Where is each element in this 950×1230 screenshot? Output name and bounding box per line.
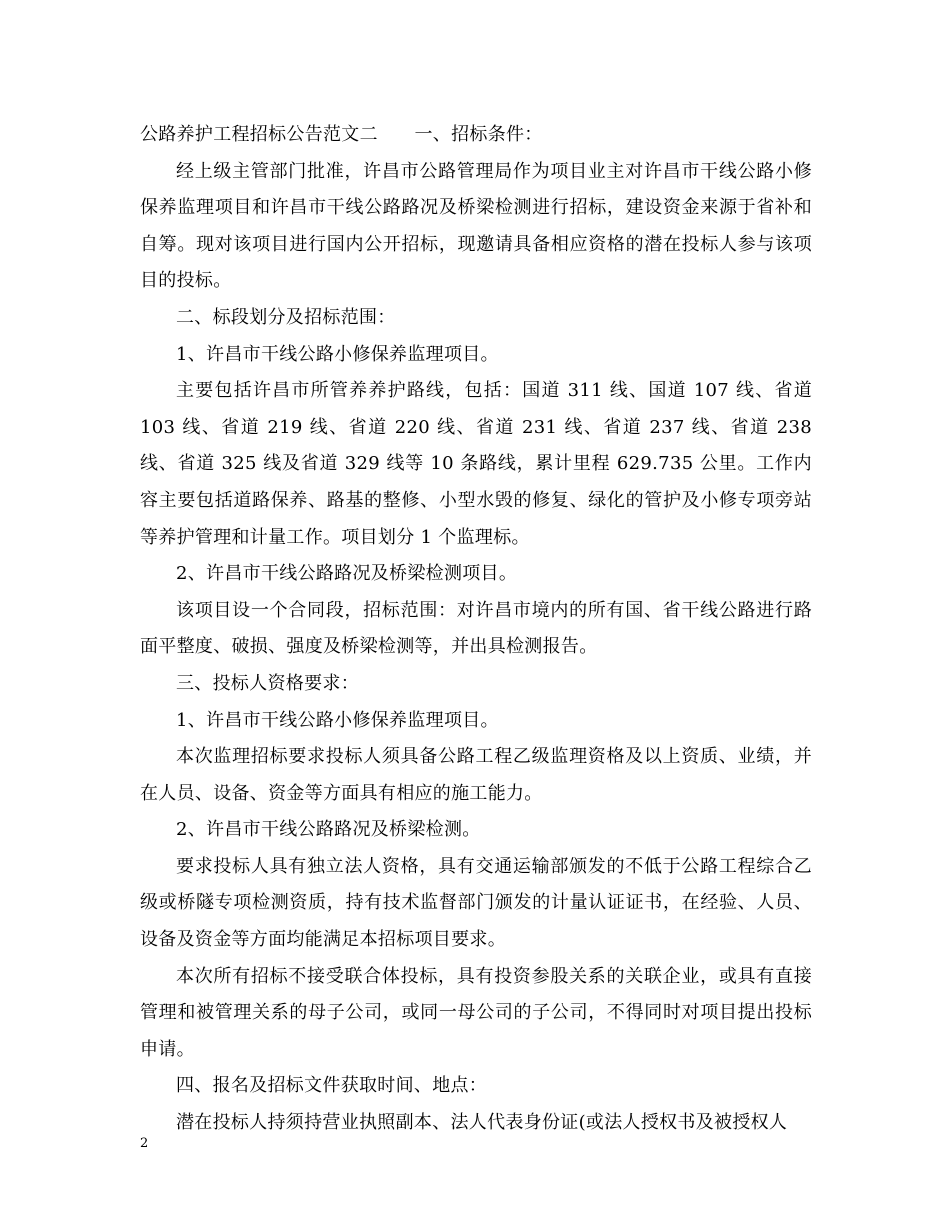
heading-registration-documents: 四、报名及招标文件获取时间、地点： xyxy=(176,1075,488,1097)
paragraph-registration-materials: 潜在投标人持须持营业执照副本、法人代表身份证(或法人授权书及被授权人 xyxy=(176,1112,788,1134)
subheading-inspection-qualification: 2、许昌市干线公路路况及桥梁检测。 xyxy=(176,819,481,841)
paragraph-inspection-scope: 该项目设一个合同段，招标范围：对许昌市境内的所有国、省干线公路进行路面平整度、破损、强度及桥梁检测等，并出具检测报告。 xyxy=(140,599,812,658)
paragraph-joint-bidding-rule: 本次所有招标不接受联合体投标，具有投资参股关系的关联企业，或具有直接管理和被管理关系的母子公司，或同一母公司的子公司，不得同时对项目提出投标申请。 xyxy=(140,965,812,1060)
subheading-maintenance-supervision: 1、许昌市干线公路小修保养监理项目。 xyxy=(176,343,499,365)
heading-section-scope: 二、标段划分及招标范围： xyxy=(176,306,396,328)
heading-bidder-qualifications: 三、投标人资格要求： xyxy=(176,672,359,694)
document-title-line: 公路养护工程招标公告范文二 一、招标条件： xyxy=(140,124,543,145)
subheading-supervision-qualification: 1、许昌市干线公路小修保养监理项目。 xyxy=(176,709,499,731)
paragraph-maintenance-routes: 主要包括许昌市所管养养护路线，包括：国道 311 线、国道 107 线、省道 103 线、省道 219 线、省道 220 线、省道 231 线、省道 237 线、省道 238 线、省道 325 线及省道 329 线等 10 条路线，累计里程 629.735 公里。工作内容主要包括道路保养、路基的整修、小型水毁的修复、绿化的管护及小修专项旁站等养护管理和计量工作。项目划分 1 个监理标。 xyxy=(140,380,812,548)
subheading-road-bridge-inspection: 2、许昌市干线公路路况及桥梁检测项目。 xyxy=(176,563,518,585)
paragraph-bidding-conditions: 经上级主管部门批准，许昌市公路管理局作为项目业主对许昌市干线公路小修保养监理项目和许昌市干线公路路况及桥梁检测进行招标，建设资金来源于省补和自筹。现对该项目进行国内公开招标，现邀请具备相应资格的潜在投标人参与该项目的投标。 xyxy=(140,160,812,292)
paragraph-supervision-requirements: 本次监理招标要求投标人须具备公路工程乙级监理资格及以上资质、业绩，并在人员、设备、资金等方面具有相应的施工能力。 xyxy=(140,746,812,804)
document-body xyxy=(140,117,812,1142)
page-number: 2 xyxy=(140,1136,149,1151)
paragraph-inspection-requirements: 要求投标人具有独立法人资格，具有交通运输部颁发的不低于公路工程综合乙级或桥隧专项检测资质，持有技术监督部门颁发的计量认证证书，在经验、人员、设备及资金等方面均能满足本招标项目要求。 xyxy=(140,855,812,951)
